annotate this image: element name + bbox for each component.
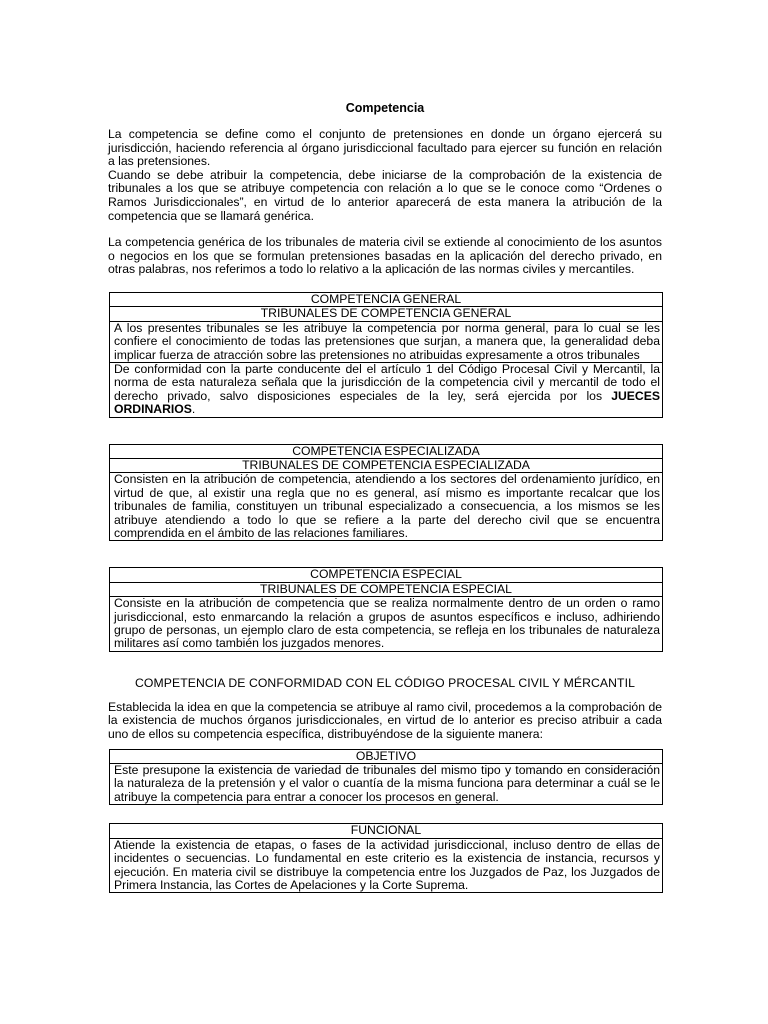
spacer — [108, 541, 662, 567]
table-header-especializada: COMPETENCIA ESPECIALIZADA — [110, 445, 662, 459]
intro-paragraph-1: La competencia se define como el conjunto de pretensiones en donde un órgano ejercerá su jurisdicción, haciendo referencia al órgano jurisdiccional facultado para ejercer su función en relación a las pretensiones. — [108, 127, 662, 169]
general-competence-table — [109, 292, 663, 418]
table-cell-funcional: Atiende la existencia de etapas, o fases de la actividad jurisdiccional, incluso dentro de ellas de incidentes o secuencias. Lo fundamental en este criterio es la existencia de instancia, recursos y ejecución. En materia civil se distribuye la competencia entre los Juzgados de Paz, los Juzgados de Primera Instancia, las Cortes de Apelaciones y la Corte Suprema. — [114, 837, 660, 892]
section-heading-codigo: COMPETENCIA DE CONFORMIDAD CON EL CÓDIGO PROCESAL CIVIL Y MÉRCANTIL — [135, 675, 635, 690]
table-subheader-especializada: TRIBUNALES DE COMPETENCIA ESPECIALIZADA — [110, 459, 662, 473]
spacer — [108, 277, 662, 292]
page-title: Competencia — [345, 101, 425, 115]
spacer — [108, 652, 662, 676]
spacer — [108, 418, 662, 444]
table-cell-especial: Consiste en la atribución de competencia que se realiza normalmente dentro de un orden o ramo jurisdiccional, esto enmarcando la relación a grupos de asuntos específicos e incluso, adhiriendo grupo de personas, un ejemplo claro de esta competencia, se refleja en los tribunales de naturaleza militares así como también los juzgados menores. — [114, 596, 660, 651]
general-cell-end: . — [191, 402, 196, 417]
table-subheader-general: TRIBUNALES DE COMPETENCIA GENERAL — [110, 307, 662, 321]
intro-paragraph-2: Cuando se debe atribuir la competencia, debe iniciarse de la comprobación de la existencia de tribunales a los que se atribuye competencia con relación a lo que se le conoce como “Ordenes o Ramos Jurisdiccionales”, en virtud de lo anterior aparecerá de esta manera la atribución de la competencia que se llamará genérica. — [108, 167, 662, 223]
table-header-especial: COMPETENCIA ESPECIAL — [110, 568, 662, 582]
codigo-paragraph: Establecida la idea en que la competencia se atribuye al ramo civil, procedemos a la comprobación de la existencia de muchos órganos jurisdiccionales, en virtud de lo anterior es preciso atribuir a cada uno de ellos su competencia específica, distribuyéndose de la siguiente manera: — [108, 699, 662, 742]
table-cell-objetivo: Este presupone la existencia de variedad de tribunales del mismo tipo y tomando en consideración la naturaleza de la pretensión y el valor o cuantía de la misma funciona para determinar a cuál se le atribuye la competencia para entrar a conocer los procesos en general. — [114, 763, 660, 804]
objetivo-table — [109, 749, 663, 806]
intro-paragraph-3: La competencia genérica de los tribunales de materia civil se extiende al conocimiento de los asuntos o negocios en los que se formulan pretensiones basadas en la aplicación del derecho privado, en otras palabras, nos referimos a todo lo relativo a la aplicación de las normas civiles y mercantiles. — [108, 235, 662, 277]
table-cell-general-2 — [110, 362, 662, 417]
table-header-funcional: FUNCIONAL — [110, 824, 662, 838]
table-header-objetivo: OBJETIVO — [110, 750, 662, 764]
table-cell-general-1: A los presentes tribunales se les atribuye la competencia por norma general, para lo cual se les confiere el conocimiento de todas las pretensiones que surjan, a manera que, la generalidad deba implicar fuerza de atracción sobre las pretensiones no atribuidas expresamente a otros tribunales — [114, 320, 660, 362]
funcional-table — [109, 823, 663, 893]
document-body — [108, 100, 662, 893]
jueces-ordinarios-label: JUECES ORDINARIOS — [114, 388, 660, 417]
table-cell-especializada: Consisten en la atribución de competencia, atendiendo a los sectores del ordenamiento jurídico, en virtud de que, al existir una regla que no es general, así mismo es importante recalcar que los tribunales de familia, constituyen un tribunal especializado a consecuencia, a los mismos se les atribuye atendiendo a todo lo que se refiere a la parte del derecho civil que se encuentra comprendida en el ámbito de las relaciones familiares. — [114, 472, 660, 541]
table-header-general: COMPETENCIA GENERAL — [110, 293, 662, 307]
special-competence-table — [109, 567, 663, 651]
table-subheader-especial: TRIBUNALES DE COMPETENCIA ESPECIAL — [110, 583, 662, 597]
spacer — [108, 742, 662, 749]
general-cell-text: De conformidad con la parte conducente del el artículo 1 del Código Procesal Civil y Mercantil, la norma de esta naturaleza señala que la jurisdicción de la competencia civil y mercantil de todo el derecho privado, salvo disposiciones especiales de la ley, será ejercida por los — [114, 361, 660, 403]
spacer — [108, 805, 662, 823]
specialized-competence-table — [109, 444, 663, 542]
